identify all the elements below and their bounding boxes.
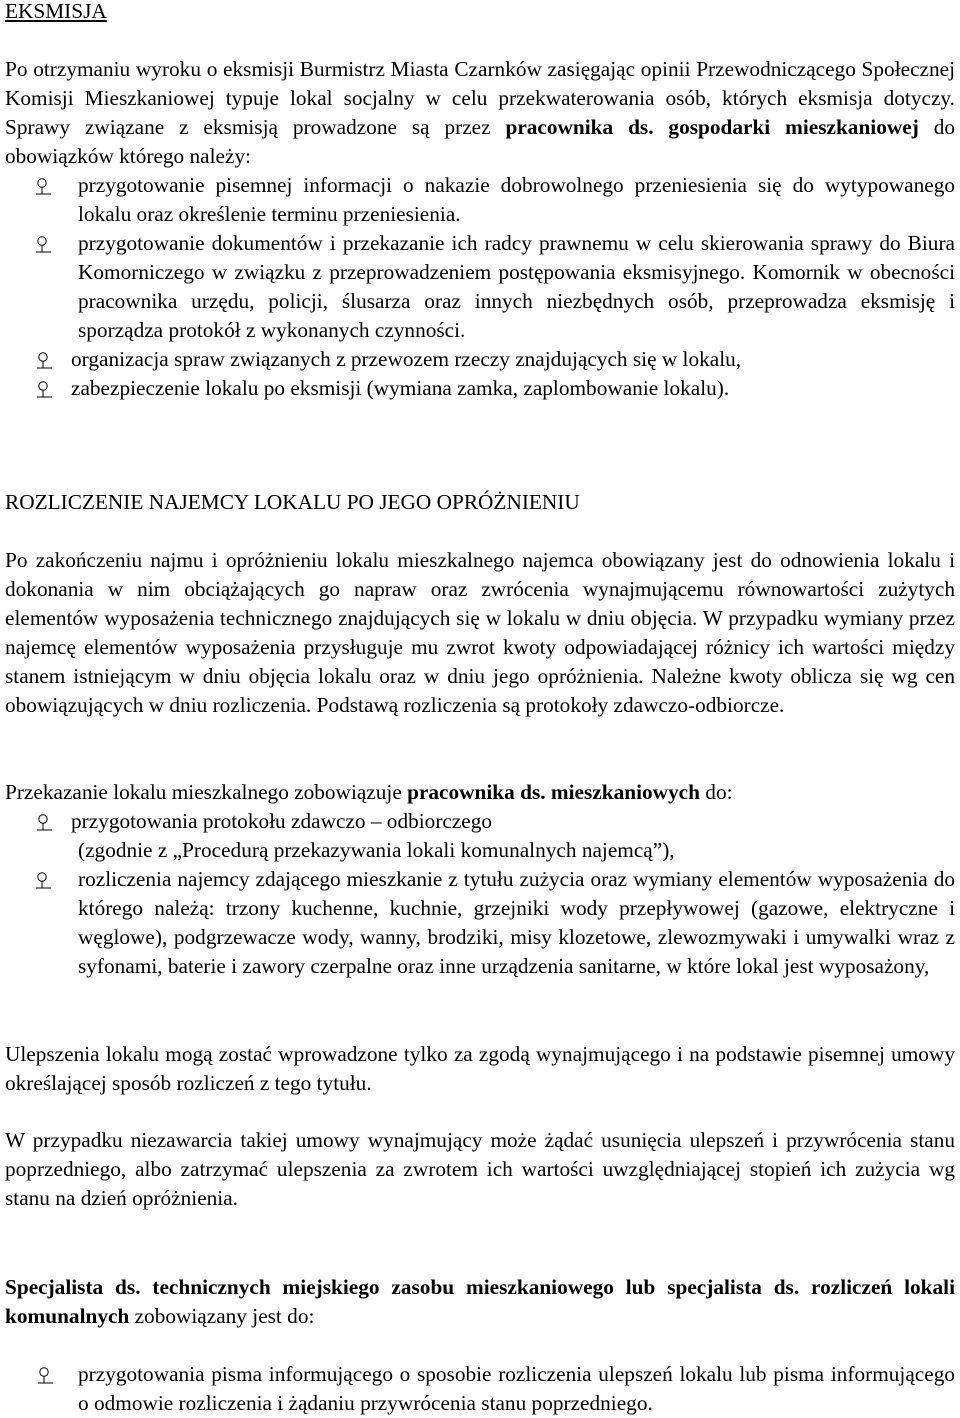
przekazanie-block [5, 778, 955, 981]
specjalista-lead: Specjalista ds. technicznych miejskiego zasobu mieszkaniowego lub specjalista ds. rozliczeń lokali komunalnych zobowiązany jest do: [5, 1275, 955, 1328]
list-item: przygotowania pisma informującego o sposobie rozliczenia ulepszeń lokalu lub pisma informującego o odmowie rozliczenia i żądaniu przywrócenia stanu poprzedniego. [5, 1360, 955, 1418]
niezawarcie-paragraph: W przypadku niezawarcia takiej umowy wynajmujący może żądać usunięcia ulepszeń i przywrócenia stanu poprzedniego, albo zatrzymać ulepszenia za zwrotem ich wartości uwzględniającej stopień ich zużycia wg stanu na dzień opróżnienia. [5, 1128, 955, 1210]
section-title-eksmisja: EKSMISJA [5, 0, 107, 23]
bullet-icon [38, 1366, 58, 1386]
eksmisja-duties-list-cont [5, 345, 955, 403]
list-item: przygotowanie dokumentów i przekazanie ich radcy prawnemu w celu skierowania sprawy do Biura Komorniczego w związku z przeprowadzeniem postępowania eksmisyjnego. Komornik w obecności pracownika urzędu, policji, ślusarza oraz innych niezbędnych osób, przeprowadza eksmisję i sporządza protokół z wykonanych czynności. [5, 229, 955, 345]
bullet-icon [36, 871, 56, 891]
przekazanie-list-cont [5, 865, 955, 981]
bullet-icon [36, 235, 56, 255]
eksmisja-duties-list [5, 171, 955, 345]
specjalista-block [5, 1273, 955, 1331]
list-item: przygotowania protokołu zdawczo – odbiorczego [5, 807, 955, 836]
bullet-icon [37, 813, 57, 833]
specjalista-list-block [5, 1360, 955, 1418]
ulepszenia-block [5, 1040, 955, 1098]
eksmisja-intro-paragraph: Po otrzymaniu wyroku o eksmisji Burmistrz Miasta Czarnków zasięgając opinii Przewodniczącego Społecznej Komisji Mieszkaniowej typuje lokal socjalny w celu przekwaterowania osób, których eksmisja dotyczy. Sprawy związane z eksmisją prowadzone są przez pracownika ds. gospodarki mieszkaniowej do obowiązków którego należy: [5, 57, 955, 168]
bullet-icon [37, 351, 57, 371]
specjalista-list [5, 1360, 955, 1418]
procedure-note: (zgodnie z „Procedurą przekazywania lokali komunalnych najemcą”), [78, 838, 675, 862]
rozliczenie-paragraph: Po zakończeniu najmu i opróżnieniu lokalu mieszkalnego najemca obowiązany jest do odnowienia lokalu i dokonania w nim obciążających go napraw oraz zwrócenia wynajmującemu równowartości zużytych elementów wyposażenia technicznego znajdujących się w lokalu w dniu objęcia. W przypadku wymiany przez najemcę elementów wyposażenia przysługuje mu zwrot kwoty odpowiadającej różnicy ich wartości między stanem istniejącym w dniu objęcia lokalu oraz w dniu jego opróżnienia. Należne kwoty oblicza się wg cen obowiązujących w dniu rozliczenia. Podstawą rozliczenia są protokoły zdawczo-odbiorcze. [5, 548, 955, 717]
bullet-icon [37, 380, 57, 400]
przekazanie-lead: Przekazanie lokalu mieszkalnego zobowiązuje pracownika ds. mieszkaniowych do: [5, 780, 733, 804]
przekazanie-list [5, 807, 955, 836]
niezawarcie-block [5, 1126, 955, 1213]
section-eksmisja [5, 0, 955, 26]
bullet-icon [36, 177, 56, 197]
list-item: organizacja spraw związanych z przewozem rzeczy znajdujących się w lokalu, [5, 345, 955, 374]
list-item: rozliczenia najemcy zdającego mieszkanie z tytułu zużycia oraz wymiany elementów wyposażenia do którego należą: trzony kuchenne, kuchnie, grzejniki wody przepływowej (gazowe, elektryczne i węglowe), podgrzewacze wody, wanny, brodziki, misy klozetowe, zlewozmywaki i umywalki wraz z syfonami, baterie i zawory czerpalne oraz inne urządzenia sanitarne, w które lokal jest wyposażony, [5, 865, 955, 981]
section-title-rozliczenie: ROZLICZENIE NAJEMCY LOKALU PO JEGO OPRÓŻNIENIU [5, 490, 580, 514]
list-item: przygotowanie pisemnej informacji o nakazie dobrowolnego przeniesienia się do wytypowanego lokalu oraz określenie terminu przeniesienia. [5, 171, 955, 229]
eksmisja-body [5, 55, 955, 403]
rozliczenie-paragraph-block [5, 546, 955, 720]
list-item: zabezpieczenie lokalu po eksmisji (wymiana zamka, zaplombowanie lokalu). [5, 374, 955, 403]
section-rozliczenie [5, 488, 955, 517]
ulepszenia-paragraph: Ulepszenia lokalu mogą zostać wprowadzone tylko za zgodą wynajmującego i na podstawie pisemnej umowy określającej sposób rozliczeń z tego tytułu. [5, 1042, 955, 1095]
